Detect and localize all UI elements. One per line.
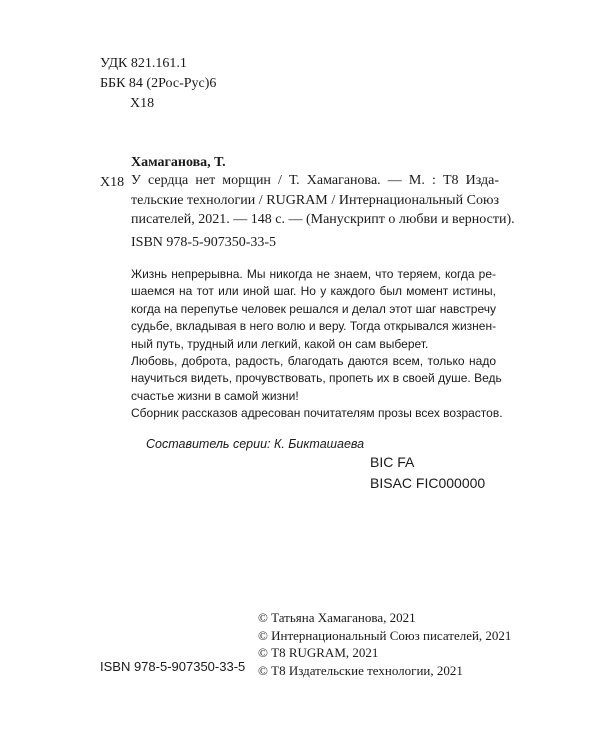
subject-codes: [370, 452, 485, 494]
copyright-line: © Интернациональный Союз писателей, 2021: [258, 627, 512, 643]
copyright-line: © Т8 RUGRAM, 2021: [258, 645, 379, 660]
bisac-code: BISAC FIC000000: [370, 475, 486, 491]
author-mark: Х18: [130, 96, 155, 111]
bbk-code: ББК 84 (2Рос-Рус)6: [100, 76, 217, 91]
copyright-block: [258, 609, 511, 679]
annotation-line: судьбе, вкладывая в него волю и веру. Тогда открывался жизнен-: [131, 319, 497, 334]
description-line: тельские технологии / RUGRAM / Интернациональный Союз: [131, 192, 499, 208]
bic-code: BIC FA: [370, 454, 415, 470]
annotation-line: счастье жизни в самой жизни!: [131, 388, 299, 403]
udk-code: УДК 821.161.1: [100, 56, 187, 71]
annotation-line: когда на перепутье человек решался и делал этот шаг навстречу: [131, 301, 496, 316]
description-line: У сердца нет морщин / Т. Хамаганова. — М. : Т8 Изда-: [131, 173, 499, 188]
classification-block: [100, 54, 216, 114]
author-mark-inline: Х18: [100, 175, 125, 190]
author-heading: Хамаганова, Т.: [131, 155, 226, 170]
annotation-line: Любовь, доброта, радость, благодать даются всем, только надо: [131, 354, 496, 369]
annotation-line: ный путь, трудный или легкий, какой он сам выберет.: [131, 336, 429, 351]
copyright-line: © Т8 Издательские технологии, 2021: [258, 662, 463, 678]
description-line: писателей, 2021. — 148 с. — (Манускрипт о любви и верности).: [131, 212, 515, 227]
annotation: [131, 266, 503, 423]
isbn-top: ISBN 978-5-907350-33-5: [131, 235, 277, 250]
bibliographic-description: [131, 171, 515, 230]
copyright-line: © Татьяна Хамаганова, 2021: [258, 610, 416, 625]
annotation-line: научиться видеть, прочувствовать, пропеть их в своей душе. Ведь: [131, 371, 502, 386]
isbn-bottom: ISBN 978-5-907350-33-5: [100, 659, 246, 674]
annotation-line: Сборник рассказов адресован почитателям прозы всех возрастов.: [131, 406, 503, 421]
annotation-line: шаемся на тот или иной шаг. Но у каждого был момент истины,: [131, 284, 496, 299]
annotation-line: Жизнь непрерывна. Мы никогда не знаем, что теряем, когда ре-: [131, 267, 496, 281]
series-compiler: Составитель серии: К. Бикташаева: [146, 437, 365, 451]
